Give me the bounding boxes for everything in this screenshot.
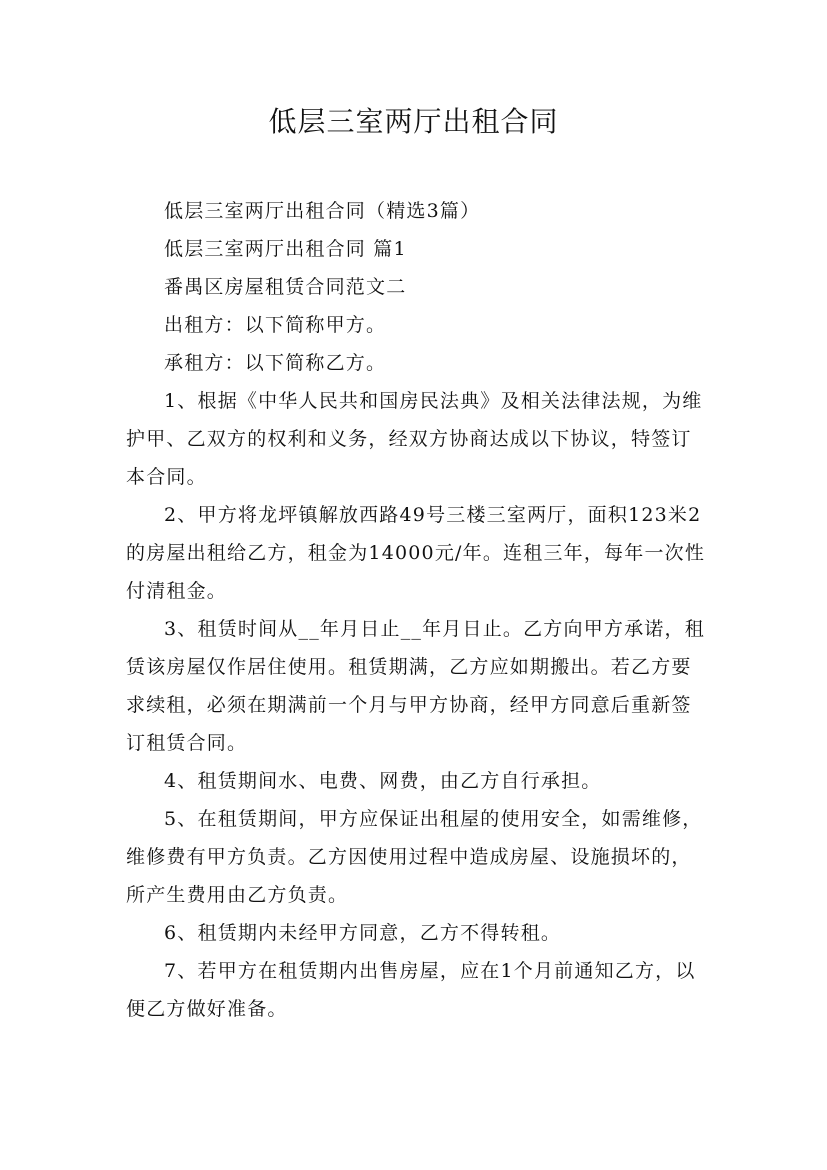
paragraph-clause-6: 6、租赁期内未经甲方同意，乙方不得转租。 bbox=[164, 922, 562, 944]
paragraph-clause-3: 3、租赁时间从__年月日止__年月日止。乙方向甲方承诺，租赁该房屋仅作居住使用。租赁期满，乙方应如期搬出。若乙方要求续租，必须在期满前一个月与甲方协商，经甲方同意后重新签订租赁合同。 bbox=[126, 618, 705, 754]
paragraph-article-heading: 低层三室两厅出租合同 篇1 bbox=[164, 238, 407, 260]
document-body bbox=[126, 192, 706, 1028]
paragraph-lessee: 承租方：以下简称乙方。 bbox=[164, 352, 387, 374]
paragraph-clause-7: 7、若甲方在租赁期内出售房屋，应在1个月前通知乙方，以便乙方做好准备。 bbox=[126, 960, 696, 1020]
paragraph-clause-4: 4、租赁期间水、电费、网费，由乙方自行承担。 bbox=[164, 770, 602, 792]
document-title: 低层三室两厅出租合同 bbox=[268, 105, 559, 138]
paragraph-clause-5: 5、在租赁期间，甲方应保证出租屋的使用安全，如需维修，维修费有甲方负责。乙方因使用过程中造成房屋、设施损坏的，所产生费用由乙方负责。 bbox=[126, 808, 703, 906]
paragraph-clause-2: 2、甲方将龙坪镇解放西路49号三楼三室两厅，面积123米2的房屋出租给乙方，租金为14000元/年。连租三年，每年一次性付清租金。 bbox=[126, 504, 706, 602]
paragraph-clause-1: 1、根据《中华人民共和国房民法典》及相关法律法规，为维护甲、乙双方的权利和义务，经双方协商达成以下协议，特签订本合同。 bbox=[126, 390, 703, 488]
paragraph-lessor: 出租方：以下简称甲方。 bbox=[164, 314, 387, 336]
paragraph-subtitle: 低层三室两厅出租合同（精选3篇） bbox=[164, 200, 481, 222]
paragraph-contract-name: 番禺区房屋租赁合同范文二 bbox=[164, 276, 407, 298]
